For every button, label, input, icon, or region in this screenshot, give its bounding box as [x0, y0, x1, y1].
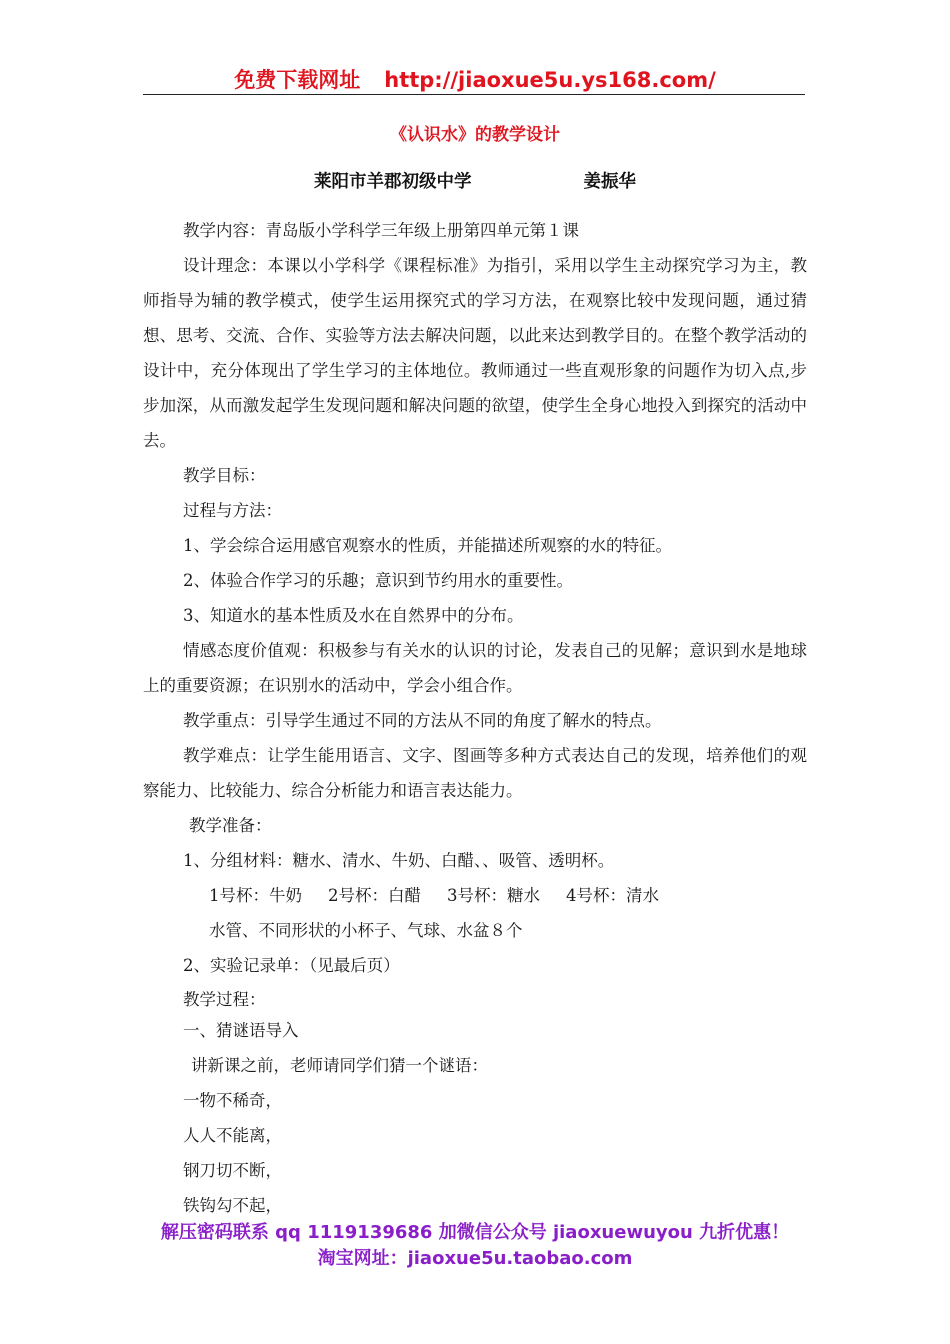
- emotion-values: 情感态度价值观：积极参与有关水的认识的讨论，发表自己的见解；意识到水是地球上的重要资源；在识别水的活动中，学会小组合作。: [143, 641, 807, 695]
- document-title: 《认识水》的教学设计: [390, 125, 560, 145]
- process-method-heading: 过程与方法：: [183, 501, 282, 520]
- difficulty: 教学难点：让学生能用语言、文字、图画等多种方式表达自己的发现，培养他们的观察能力、比较能力、综合分析能力和语言表达能力。: [143, 746, 807, 800]
- record-sheet: 2、实验记录单：（见最后页）: [183, 956, 400, 975]
- goals-heading: 教学目标：: [183, 466, 266, 485]
- key-point: 教学重点：引导学生通过不同的方法从不同的角度了解水的特点。: [183, 711, 662, 730]
- prep-heading: 教学准备：: [189, 816, 272, 835]
- header-divider: [143, 94, 805, 95]
- section-heading: 一、猜谜语导入: [183, 1021, 299, 1040]
- document-body: [143, 213, 807, 1223]
- download-header: [0, 64, 950, 94]
- riddle-intro: 讲新课之前，老师请同学们猜一个谜语：: [191, 1056, 488, 1075]
- author-name: 姜振华: [583, 172, 636, 192]
- byline: [314, 168, 636, 193]
- cup-item: 1号杯：牛奶: [209, 886, 302, 905]
- riddle-line: 铁钩勾不起，: [183, 1196, 282, 1215]
- school-name: 莱阳市羊郡初级中学: [314, 172, 472, 192]
- tools: 水管、不同形状的小杯子、气球、水盆８个: [209, 921, 523, 940]
- goal-item-1: 1、学会综合运用感官观察水的性质，并能描述所观察的水的特征。: [183, 536, 672, 555]
- cup-item: 2号杯：白醋: [328, 886, 421, 905]
- cup-item: 4号杯：清水: [566, 886, 659, 905]
- goal-item-3: 3、知道水的基本性质及水在自然界中的分布。: [183, 606, 524, 625]
- goal-item-2: 2、体验合作学习的乐趣；意识到节约用水的重要性。: [183, 571, 573, 590]
- riddle-line: 钢刀切不断，: [183, 1161, 282, 1180]
- cup-list: [143, 878, 807, 913]
- materials: 1、分组材料：糖水、清水、牛奶、白醋、、吸管、透明杯。: [183, 851, 615, 870]
- footer: [0, 1220, 950, 1272]
- riddle-line: 一物不稀奇，: [183, 1091, 282, 1110]
- footer-contact: 解压密码联系 qq 1119139686 加微信公众号 jiaoxuewuyou 九折优惠！: [160, 1222, 790, 1243]
- footer-shop-link[interactable]: 淘宝网址：jiaoxue5u.taobao.com: [317, 1248, 633, 1269]
- cup-item: 3号杯：糖水: [447, 886, 540, 905]
- riddle-line: 人人不能离，: [183, 1126, 282, 1145]
- process-heading: 教学过程：: [183, 990, 266, 1009]
- teaching-content: 教学内容：青岛版小学科学三年级上册第四单元第１课: [183, 221, 579, 240]
- header-url-link[interactable]: http://jiaoxue5u.ys168.com/: [384, 68, 716, 92]
- design-concept: 设计理念：本课以小学科学《课程标准》为指引，采用以学生主动探究学习为主，教师指导为辅的教学模式，使学生运用探究式的学习方法，在观察比较中发现问题，通过猜想、思考、交流、合作、实验等方法去解决问题，以此来达到教学目的。在整个教学活动的设计中，充分体现出了学生学习的主体地位。教师通过一些直观形象的问题作为切入点,步步加深，从而激发起学生发现问题和解决问题的欲望，使学生全身心地投入到探究的活动中去。: [143, 256, 807, 450]
- header-label: 免费下载网址: [234, 68, 361, 92]
